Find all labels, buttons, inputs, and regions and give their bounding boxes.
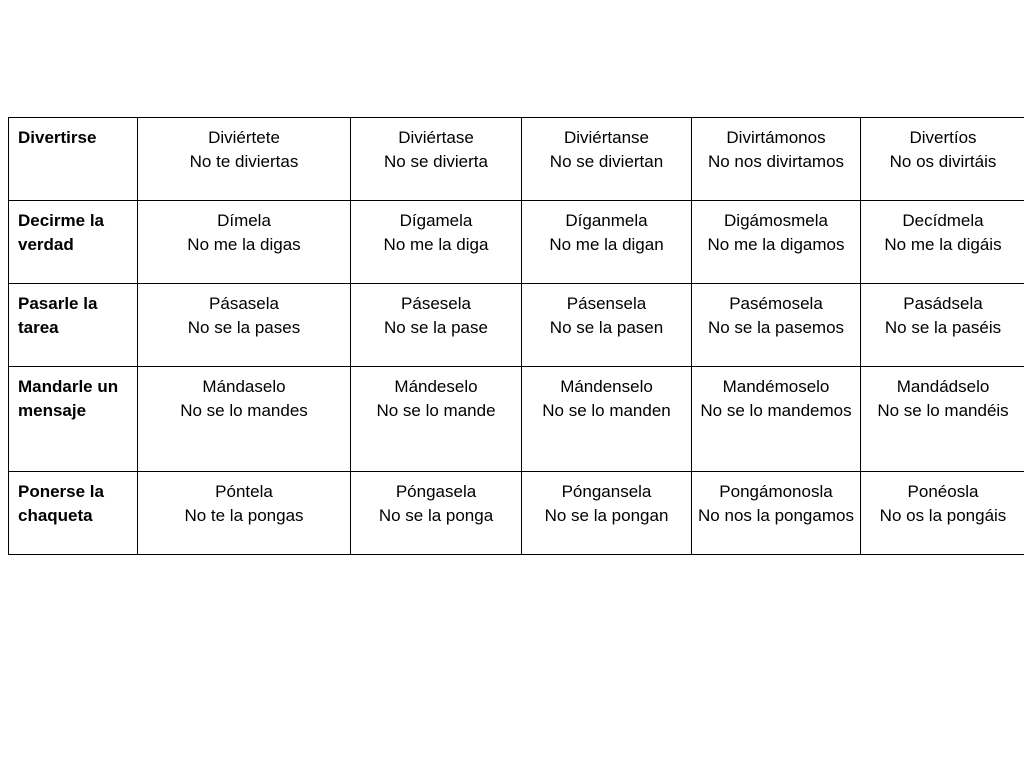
affirmative-form: Divirtámonos <box>726 128 826 147</box>
negative-form: No se la pasen <box>549 318 664 337</box>
affirmative-form: Mandádselo <box>896 377 990 396</box>
table-row <box>9 201 1024 284</box>
negative-form: No se la pase <box>384 318 488 337</box>
conjugation-table <box>8 117 1024 555</box>
affirmative-form: Digámosmela <box>724 211 828 230</box>
form-cell <box>692 472 861 555</box>
negative-form: No me la digamos <box>707 235 845 254</box>
affirmative-form: Diviértase <box>398 128 474 147</box>
form-cell <box>522 118 692 201</box>
negative-form: No se lo mande <box>376 401 496 420</box>
affirmative-form: Divertíos <box>909 128 977 147</box>
affirmative-form: Pasémosela <box>729 294 823 313</box>
negative-form: No os la pongáis <box>879 506 1007 525</box>
negative-form: No me la digas <box>187 235 301 254</box>
form-cell <box>522 284 692 367</box>
negative-form: No te diviertas <box>189 152 299 171</box>
affirmative-form: Dímela <box>217 211 271 230</box>
negative-form: No me la digan <box>549 235 664 254</box>
negative-form: No te la pongas <box>184 506 304 525</box>
affirmative-form: Mándenselo <box>560 377 653 396</box>
form-cell <box>861 118 1024 201</box>
negative-form: No se la paséis <box>884 318 1002 337</box>
form-cell <box>522 201 692 284</box>
negative-form: No me la diga <box>383 235 489 254</box>
verb-cell: Mandarle un mensaje <box>9 367 138 472</box>
form-cell <box>861 367 1024 472</box>
negative-form: No se la ponga <box>378 506 494 525</box>
negative-form: No se divierta <box>384 152 488 171</box>
form-cell <box>351 367 522 472</box>
negative-form: No se lo mandéis <box>877 401 1009 420</box>
negative-form: No se la pongan <box>544 506 669 525</box>
affirmative-form: Mandémoselo <box>722 377 830 396</box>
affirmative-form: Póntela <box>215 482 273 501</box>
affirmative-form: Mándeselo <box>394 377 478 396</box>
form-cell <box>138 367 351 472</box>
negative-form: No se la pases <box>187 318 301 337</box>
form-cell <box>138 284 351 367</box>
affirmative-form: Diviértanse <box>563 128 650 147</box>
form-cell <box>692 367 861 472</box>
table-row <box>9 118 1024 201</box>
form-cell <box>138 472 351 555</box>
form-cell <box>692 118 861 201</box>
form-cell <box>522 367 692 472</box>
affirmative-form: Pásesela <box>401 294 471 313</box>
negative-form: No se la pasemos <box>707 318 845 337</box>
form-cell <box>351 284 522 367</box>
affirmative-form: Pásasela <box>209 294 279 313</box>
affirmative-form: Póngansela <box>561 482 652 501</box>
table-row <box>9 472 1024 555</box>
affirmative-form: Diviértete <box>208 128 280 147</box>
form-cell <box>861 472 1024 555</box>
form-cell <box>861 201 1024 284</box>
affirmative-form: Díganmela <box>565 211 648 230</box>
verb-cell: Decirme la verdad <box>9 201 138 284</box>
affirmative-form: Póngasela <box>395 482 477 501</box>
affirmative-form: Decídmela <box>902 211 984 230</box>
negative-form: No me la digáis <box>884 235 1002 254</box>
negative-form: No se lo manden <box>542 401 671 420</box>
negative-form: No se diviertan <box>549 152 664 171</box>
form-cell <box>692 201 861 284</box>
form-cell <box>861 284 1024 367</box>
form-cell <box>351 118 522 201</box>
form-cell <box>351 472 522 555</box>
affirmative-form: Dígamela <box>399 211 473 230</box>
affirmative-form: Mándaselo <box>202 377 286 396</box>
verb-cell: Pasarle la tarea <box>9 284 138 367</box>
form-cell <box>138 201 351 284</box>
negative-form: No se lo mandes <box>180 401 308 420</box>
affirmative-form: Ponéosla <box>907 482 979 501</box>
negative-form: No nos la pongamos <box>698 506 854 525</box>
form-cell <box>522 472 692 555</box>
negative-form: No se lo mandemos <box>700 401 852 420</box>
affirmative-form: Pongámonosla <box>719 482 833 501</box>
verb-cell: Divertirse <box>9 118 138 201</box>
negative-form: No nos divirtamos <box>707 152 845 171</box>
affirmative-form: Pásensela <box>566 294 647 313</box>
table-row <box>9 284 1024 367</box>
table-row <box>9 367 1024 472</box>
affirmative-form: Pasádsela <box>903 294 983 313</box>
form-cell <box>692 284 861 367</box>
negative-form: No os divirtáis <box>889 152 997 171</box>
form-cell <box>351 201 522 284</box>
verb-cell: Ponerse la chaqueta <box>9 472 138 555</box>
form-cell <box>138 118 351 201</box>
